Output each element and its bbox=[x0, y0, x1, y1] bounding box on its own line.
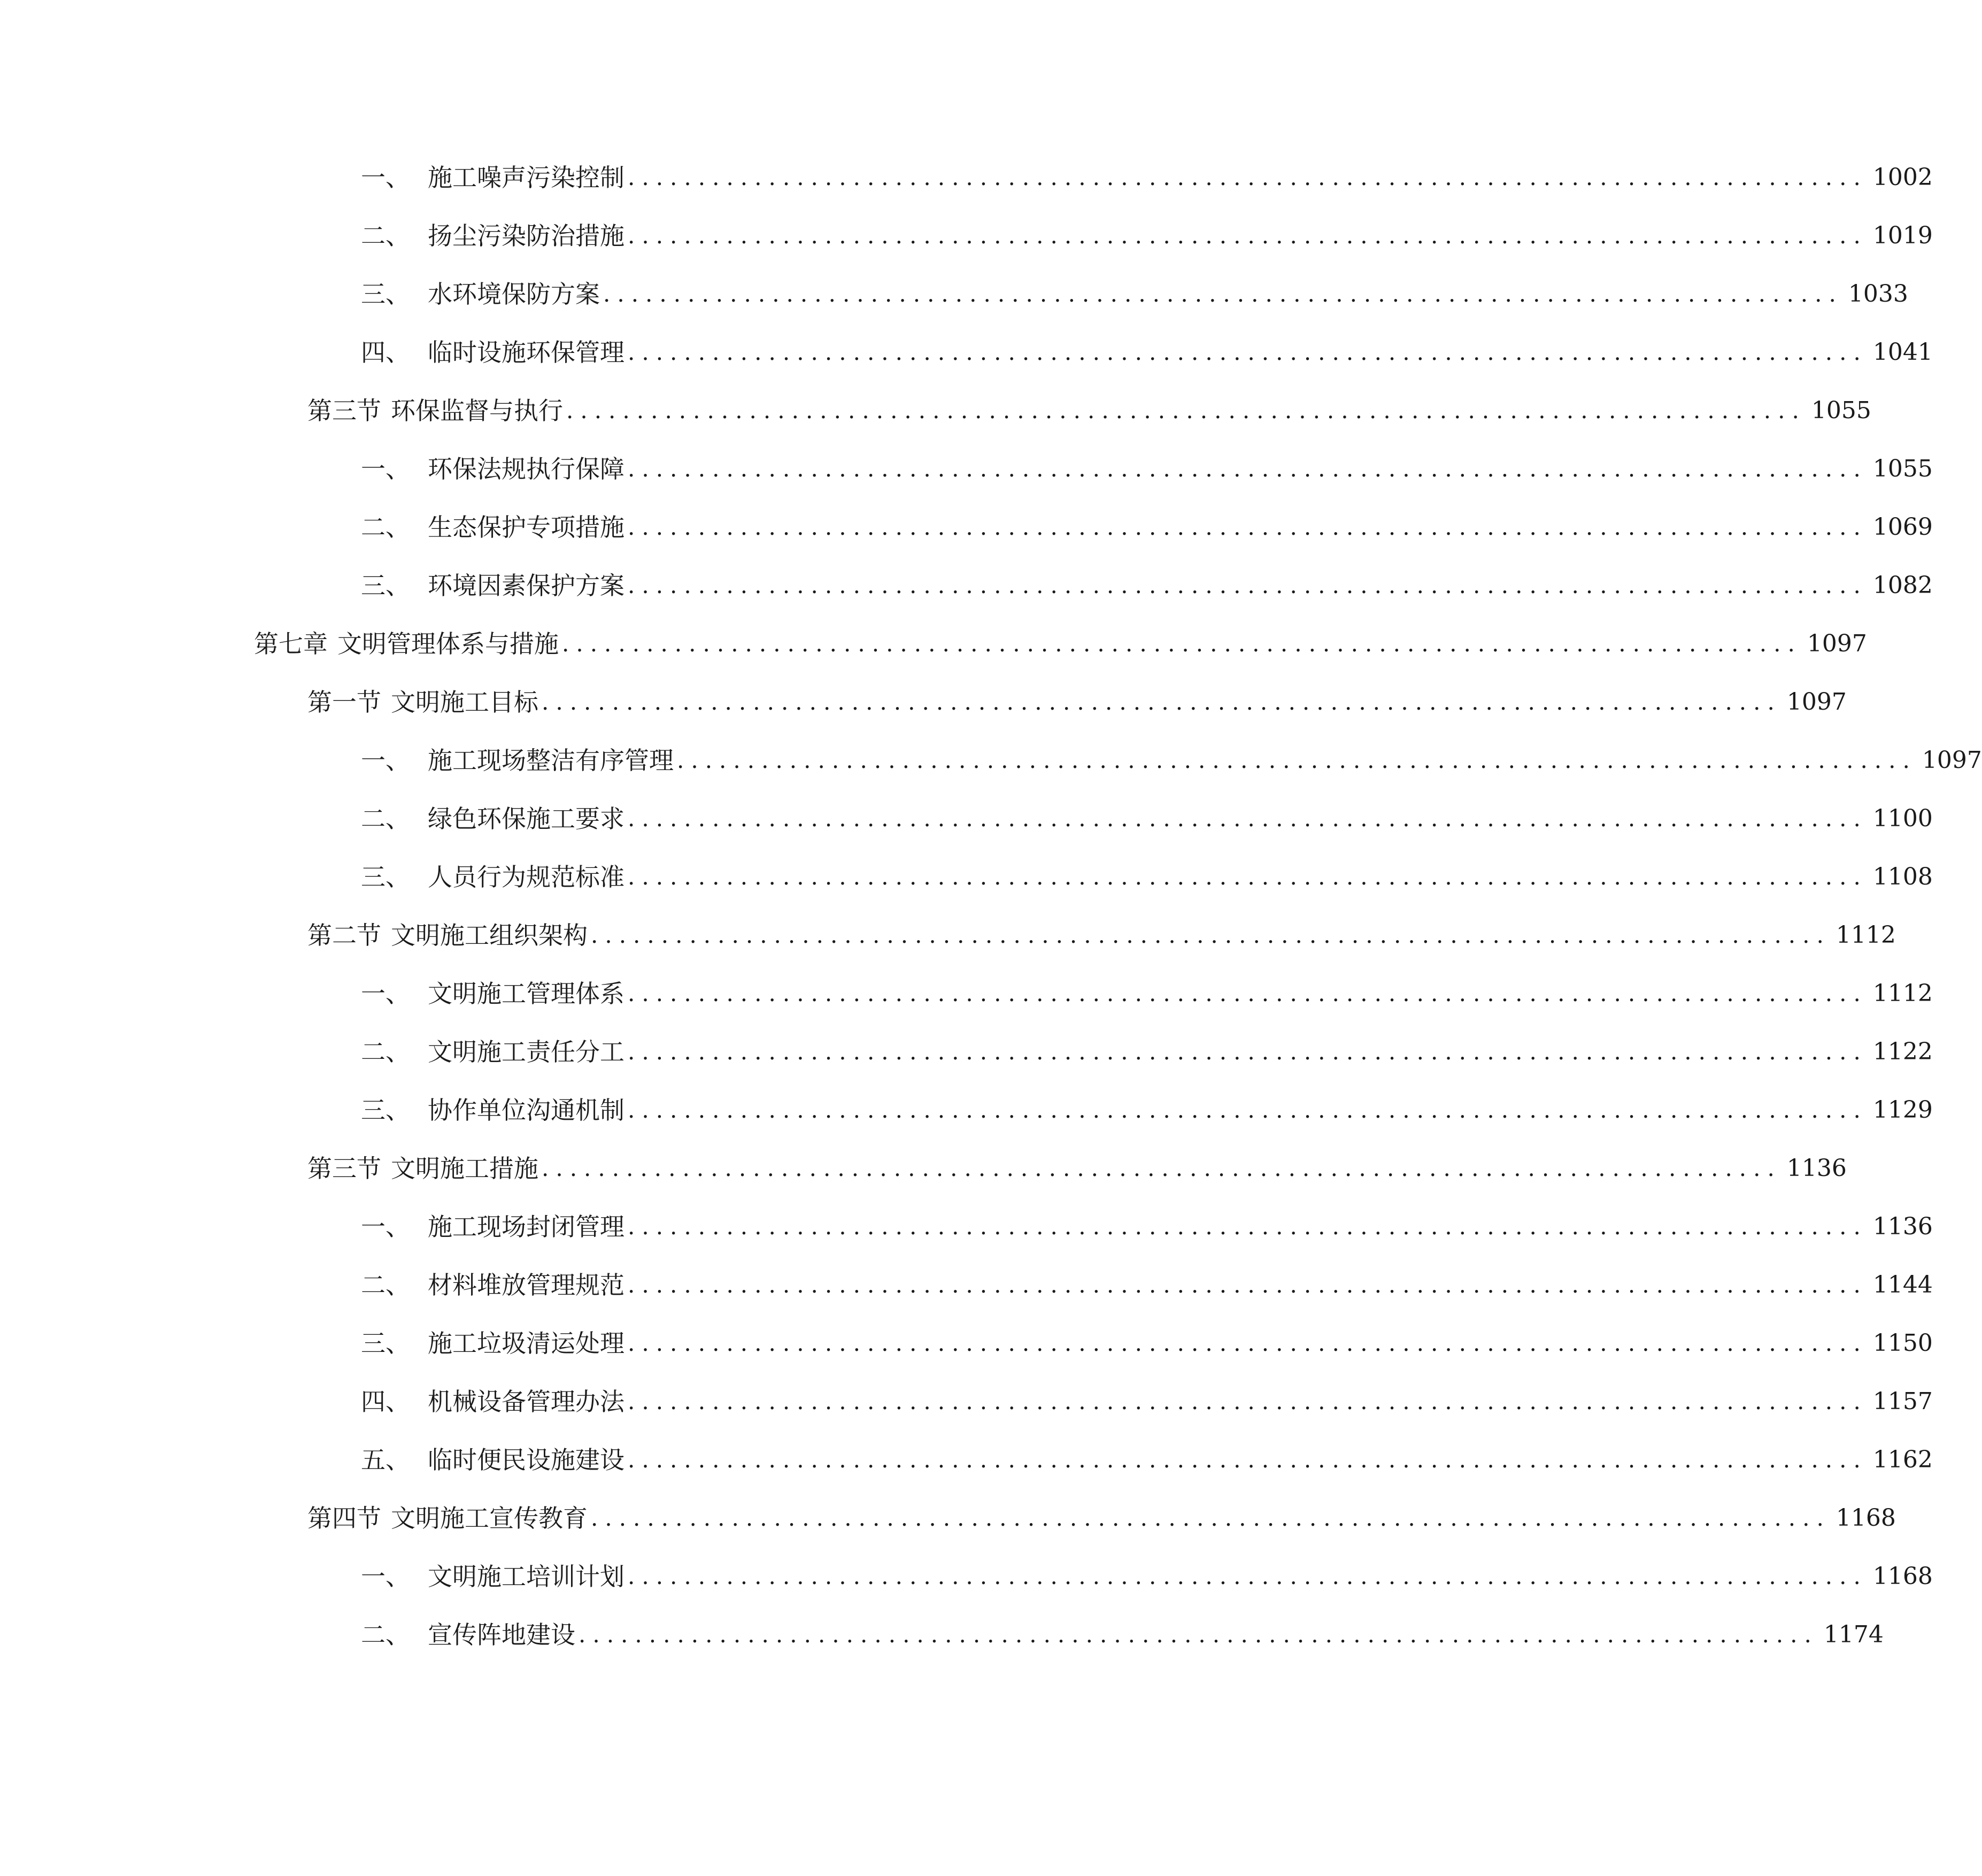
page-number: 1150 bbox=[1872, 1329, 1933, 1357]
page-number: 1041 bbox=[1872, 339, 1933, 366]
page-number: 1122 bbox=[1872, 1038, 1933, 1065]
entry-title: 绿色环保施工要求 bbox=[428, 804, 624, 833]
dot-leader: ........................................................................................ bbox=[591, 1505, 1831, 1531]
page-number: 1033 bbox=[1848, 280, 1908, 307]
section-number: 第一节 bbox=[307, 688, 381, 717]
toc-entry[interactable] bbox=[0, 1264, 1933, 1306]
chapter-title: 文明管理体系与措施 bbox=[337, 629, 559, 658]
page-number: 1162 bbox=[1872, 1446, 1933, 1473]
page-number: 1100 bbox=[1872, 805, 1933, 832]
toc-entry[interactable] bbox=[0, 214, 1933, 257]
chapter-number: 第七章 bbox=[254, 629, 328, 658]
entry-number: 一、 bbox=[361, 746, 410, 775]
dot-leader: ........................................................................................ bbox=[579, 1621, 1818, 1648]
entry-title: 协作单位沟通机制 bbox=[428, 1096, 624, 1125]
section-number: 第四节 bbox=[307, 1504, 381, 1533]
entry-number: 三、 bbox=[361, 863, 410, 891]
dot-leader: ........................................................................................ bbox=[628, 164, 1868, 190]
section-title: 文明施工措施 bbox=[391, 1154, 538, 1183]
entry-number: 一、 bbox=[361, 979, 410, 1008]
page-number: 1097 bbox=[1786, 688, 1847, 716]
toc-entry[interactable] bbox=[0, 564, 1933, 607]
dot-leader: ........................................................................................ bbox=[542, 1155, 1782, 1181]
entry-title: 文明施工责任分工 bbox=[428, 1037, 624, 1066]
dot-leader: ........................................................................................ bbox=[603, 281, 1843, 307]
entry-title: 宣传阵地建设 bbox=[428, 1620, 575, 1649]
entry-number: 二、 bbox=[361, 513, 410, 542]
page-number: 1082 bbox=[1872, 572, 1933, 599]
page-number: 1112 bbox=[1836, 921, 1896, 949]
toc-entry[interactable] bbox=[0, 739, 1982, 782]
entry-title: 扬尘污染防治措施 bbox=[428, 221, 624, 250]
toc-section-entry[interactable] bbox=[0, 389, 1871, 432]
dot-leader: ........................................................................................ bbox=[628, 1272, 1868, 1298]
entry-number: 四、 bbox=[361, 1387, 410, 1416]
entry-title: 机械设备管理办法 bbox=[428, 1387, 624, 1416]
dot-leader: ........................................................................................ bbox=[628, 222, 1868, 249]
page-number: 1069 bbox=[1872, 513, 1933, 541]
section-title: 文明施工宣传教育 bbox=[391, 1504, 588, 1533]
entry-number: 一、 bbox=[361, 163, 410, 192]
entry-title: 施工噪声污染控制 bbox=[428, 163, 624, 192]
toc-entry[interactable] bbox=[0, 331, 1933, 374]
entry-number: 一、 bbox=[361, 1562, 410, 1591]
entry-title: 环保法规执行保障 bbox=[428, 455, 624, 483]
entry-number: 三、 bbox=[361, 1329, 410, 1358]
entry-number: 二、 bbox=[361, 804, 410, 833]
entry-title: 施工现场封闭管理 bbox=[428, 1212, 624, 1241]
page-number: 1168 bbox=[1836, 1504, 1896, 1532]
dot-leader: ........................................................................................ bbox=[542, 689, 1782, 715]
page-number: 1129 bbox=[1872, 1096, 1933, 1124]
section-number: 第三节 bbox=[307, 396, 381, 425]
page-number: 1168 bbox=[1872, 1563, 1933, 1590]
page-number: 1055 bbox=[1872, 455, 1933, 482]
page-number: 1144 bbox=[1872, 1271, 1933, 1298]
section-title: 环保监督与执行 bbox=[391, 396, 563, 425]
entry-title: 文明施工培训计划 bbox=[428, 1562, 624, 1591]
dot-leader: ........................................................................................ bbox=[628, 572, 1868, 598]
entry-title: 临时便民设施建设 bbox=[428, 1446, 624, 1474]
section-title: 文明施工组织架构 bbox=[391, 921, 588, 950]
entry-number: 四、 bbox=[361, 338, 410, 367]
dot-leader: ........................................................................................ bbox=[591, 922, 1831, 948]
toc-entry[interactable] bbox=[0, 1322, 1933, 1365]
dot-leader: ........................................................................................ bbox=[628, 456, 1868, 482]
toc-chapter-entry[interactable] bbox=[0, 622, 1867, 665]
toc-entry[interactable] bbox=[0, 856, 1933, 898]
dot-leader: ........................................................................................ bbox=[628, 1330, 1868, 1356]
page-number: 1055 bbox=[1811, 397, 1871, 424]
dot-leader: ........................................................................................ bbox=[628, 980, 1868, 1006]
toc-section-entry[interactable] bbox=[0, 681, 1847, 724]
entry-title: 临时设施环保管理 bbox=[428, 338, 624, 367]
page-number: 1019 bbox=[1872, 222, 1933, 249]
page-number: 1097 bbox=[1922, 747, 1982, 774]
toc-entry[interactable] bbox=[0, 1439, 1933, 1481]
entry-number: 一、 bbox=[361, 455, 410, 483]
entry-title: 文明施工管理体系 bbox=[428, 979, 624, 1008]
toc-entry[interactable] bbox=[0, 1205, 1933, 1248]
entry-title: 材料堆放管理规范 bbox=[428, 1271, 624, 1300]
dot-leader: ........................................................................................ bbox=[628, 1097, 1868, 1123]
dot-leader: ........................................................................................ bbox=[628, 1388, 1868, 1414]
entry-number: 五、 bbox=[361, 1446, 410, 1474]
dot-leader: ........................................................................................ bbox=[628, 1213, 1868, 1240]
entry-number: 三、 bbox=[361, 571, 410, 600]
section-number: 第三节 bbox=[307, 1154, 381, 1183]
dot-leader: ........................................................................................ bbox=[566, 397, 1806, 424]
toc-entry[interactable] bbox=[0, 972, 1933, 1015]
dot-leader: ........................................................................................ bbox=[628, 339, 1868, 365]
toc-section-entry[interactable] bbox=[0, 1497, 1896, 1540]
entry-title: 生态保护专项措施 bbox=[428, 513, 624, 542]
section-number: 第二节 bbox=[307, 921, 381, 950]
toc-entry[interactable] bbox=[0, 1380, 1933, 1423]
page-number: 1112 bbox=[1872, 980, 1933, 1007]
toc-entry[interactable] bbox=[0, 1031, 1933, 1073]
toc-section-entry[interactable] bbox=[0, 914, 1896, 957]
entry-number: 一、 bbox=[361, 1212, 410, 1241]
entry-number: 二、 bbox=[361, 1271, 410, 1300]
toc-section-entry[interactable] bbox=[0, 1147, 1847, 1190]
entry-title: 人员行为规范标准 bbox=[428, 863, 624, 891]
entry-title: 施工现场整洁有序管理 bbox=[428, 746, 674, 775]
dot-leader: ........................................................................................ bbox=[628, 805, 1868, 832]
toc-entry[interactable] bbox=[0, 156, 1933, 199]
toc-entry[interactable] bbox=[0, 1613, 1884, 1656]
page-number: 1174 bbox=[1823, 1621, 1884, 1648]
page-number: 1002 bbox=[1872, 164, 1933, 191]
dot-leader: ........................................................................................ bbox=[628, 1447, 1868, 1473]
entry-number: 二、 bbox=[361, 221, 410, 250]
section-title: 文明施工目标 bbox=[391, 688, 538, 717]
toc-entry[interactable] bbox=[0, 1555, 1933, 1598]
page-number: 1097 bbox=[1807, 630, 1867, 657]
page-number: 1108 bbox=[1872, 863, 1933, 890]
dot-leader: ........................................................................................ bbox=[628, 1563, 1868, 1589]
toc-entry[interactable] bbox=[0, 448, 1933, 490]
dot-leader: ........................................................................................ bbox=[677, 747, 1917, 773]
dot-leader: ........................................................................................ bbox=[628, 514, 1868, 540]
entry-number: 三、 bbox=[361, 1096, 410, 1125]
entry-title: 环境因素保护方案 bbox=[428, 571, 624, 600]
toc-entry[interactable] bbox=[0, 506, 1933, 549]
toc-entry[interactable] bbox=[0, 797, 1933, 840]
entry-number: 二、 bbox=[361, 1037, 410, 1066]
entry-title: 水环境保防方案 bbox=[428, 280, 600, 309]
page-number: 1136 bbox=[1872, 1213, 1933, 1240]
dot-leader: ........................................................................................ bbox=[628, 864, 1868, 890]
entry-number: 二、 bbox=[361, 1620, 410, 1649]
dot-leader: ........................................................................................ bbox=[562, 631, 1802, 657]
page-number: 1136 bbox=[1786, 1155, 1847, 1182]
toc-entry[interactable] bbox=[0, 1089, 1933, 1132]
dot-leader: ........................................................................................ bbox=[628, 1039, 1868, 1065]
entry-number: 三、 bbox=[361, 280, 410, 309]
page-number: 1157 bbox=[1872, 1388, 1933, 1415]
entry-title: 施工垃圾清运处理 bbox=[428, 1329, 624, 1358]
toc-entry[interactable] bbox=[0, 273, 1908, 316]
